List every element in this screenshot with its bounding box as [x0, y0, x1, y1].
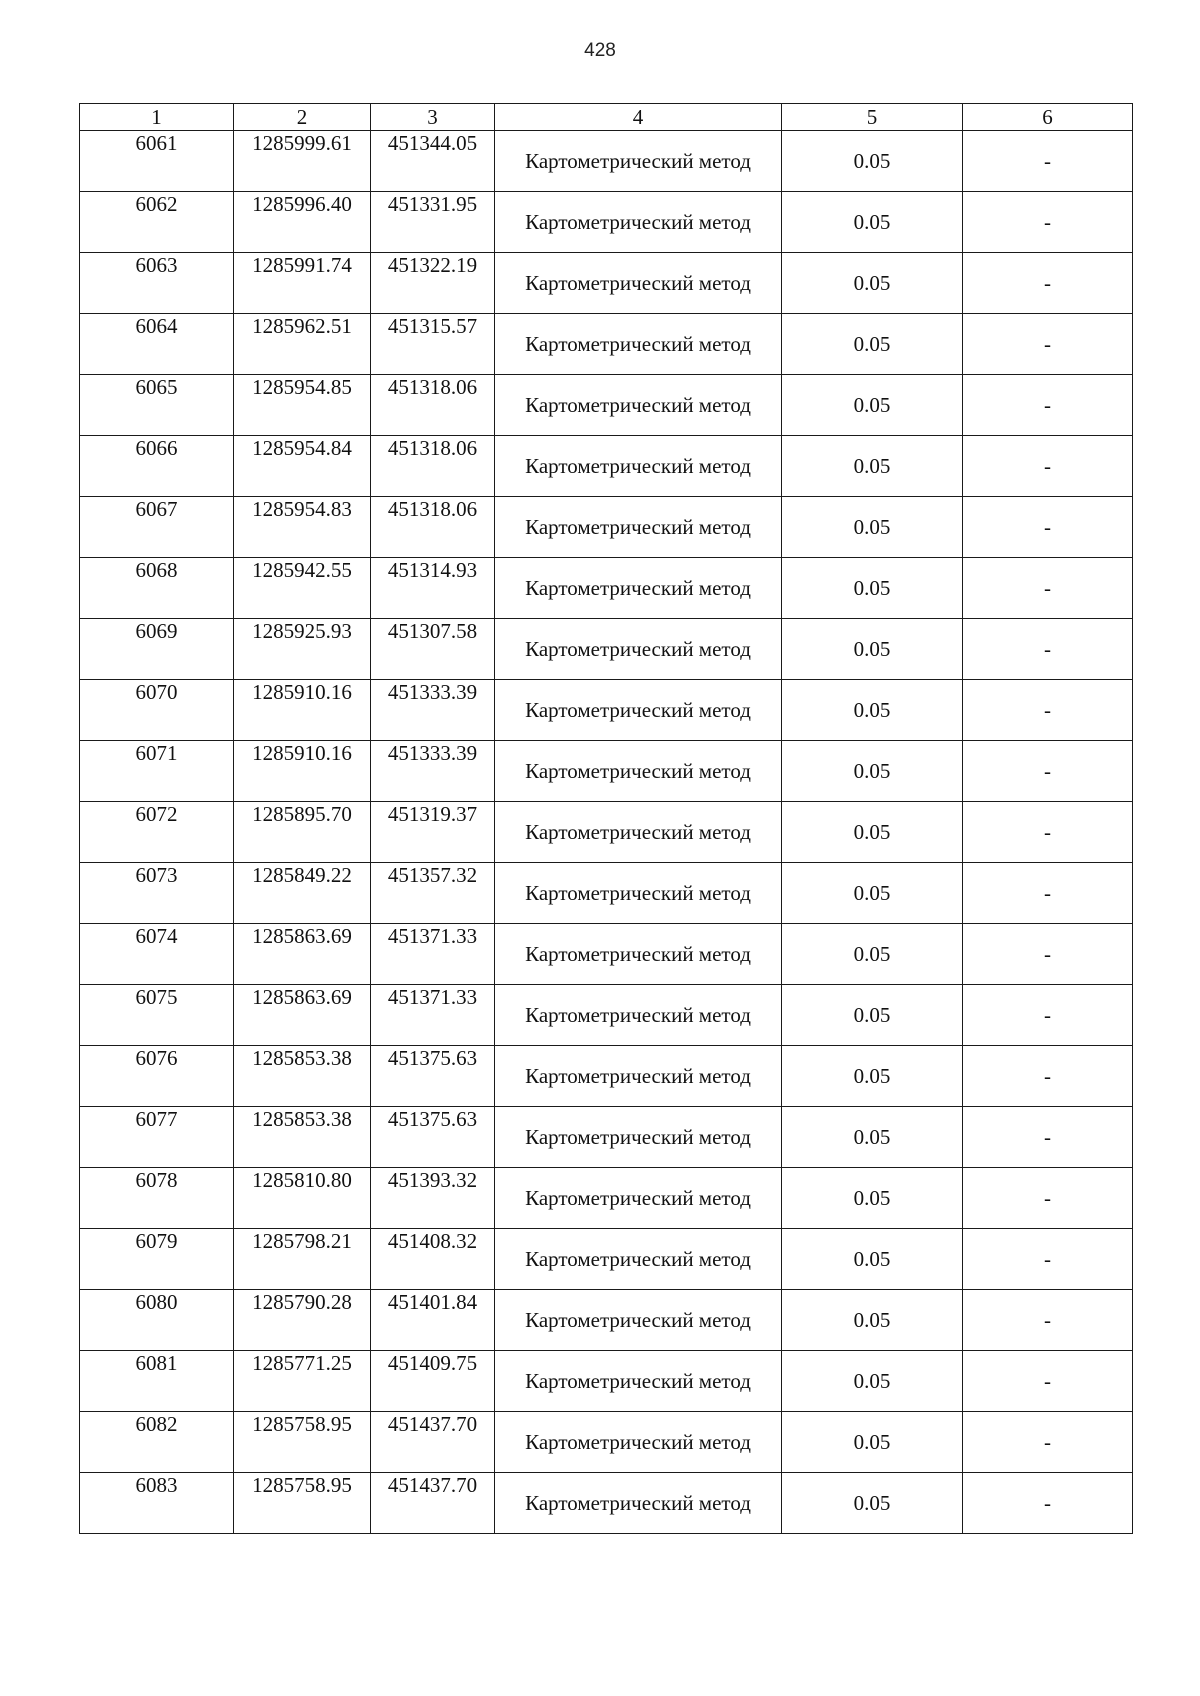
table-row: [80, 1168, 1133, 1229]
method-cell: Картометрический метод: [495, 558, 782, 619]
table-row: [80, 1107, 1133, 1168]
point-number-cell: 6074: [80, 924, 234, 985]
note-cell: -: [963, 314, 1133, 375]
page-number: 428: [584, 40, 616, 61]
accuracy-cell: 0.05: [782, 802, 963, 863]
point-number-cell: 6081: [80, 1351, 234, 1412]
x-coordinate-cell: 1285954.85: [234, 375, 371, 436]
y-coordinate-cell: 451318.06: [371, 497, 495, 558]
x-coordinate-cell: 1285954.84: [234, 436, 371, 497]
table-body: [80, 131, 1133, 1534]
point-number-cell: 6075: [80, 985, 234, 1046]
x-coordinate-cell: 1285999.61: [234, 131, 371, 192]
method-cell: Картометрический метод: [495, 863, 782, 924]
y-coordinate-cell: 451375.63: [371, 1107, 495, 1168]
column-header-2: 2: [234, 104, 371, 131]
point-number-cell: 6066: [80, 436, 234, 497]
y-coordinate-cell: 451408.32: [371, 1229, 495, 1290]
x-coordinate-cell: 1285910.16: [234, 680, 371, 741]
accuracy-cell: 0.05: [782, 558, 963, 619]
note-cell: -: [963, 1290, 1133, 1351]
x-coordinate-cell: 1285771.25: [234, 1351, 371, 1412]
point-number-cell: 6070: [80, 680, 234, 741]
method-cell: Картометрический метод: [495, 619, 782, 680]
accuracy-cell: 0.05: [782, 1046, 963, 1107]
table-row: [80, 497, 1133, 558]
y-coordinate-cell: 451393.32: [371, 1168, 495, 1229]
table-row: [80, 558, 1133, 619]
x-coordinate-cell: 1285991.74: [234, 253, 371, 314]
method-cell: Картометрический метод: [495, 802, 782, 863]
table-row: [80, 375, 1133, 436]
note-cell: -: [963, 1412, 1133, 1473]
x-coordinate-cell: 1285863.69: [234, 924, 371, 985]
y-coordinate-cell: 451318.06: [371, 436, 495, 497]
note-cell: -: [963, 558, 1133, 619]
accuracy-cell: 0.05: [782, 1351, 963, 1412]
header-row: [80, 104, 1133, 131]
x-coordinate-cell: 1285798.21: [234, 1229, 371, 1290]
table-row: [80, 131, 1133, 192]
x-coordinate-cell: 1285758.95: [234, 1412, 371, 1473]
note-cell: -: [963, 131, 1133, 192]
method-cell: Картометрический метод: [495, 741, 782, 802]
table-row: [80, 1229, 1133, 1290]
y-coordinate-cell: 451437.70: [371, 1412, 495, 1473]
table-row: [80, 985, 1133, 1046]
x-coordinate-cell: 1285910.16: [234, 741, 371, 802]
point-number-cell: 6072: [80, 802, 234, 863]
table-row: [80, 192, 1133, 253]
accuracy-cell: 0.05: [782, 1107, 963, 1168]
method-cell: Картометрический метод: [495, 1412, 782, 1473]
note-cell: -: [963, 680, 1133, 741]
table-row: [80, 1473, 1133, 1534]
x-coordinate-cell: 1285962.51: [234, 314, 371, 375]
accuracy-cell: 0.05: [782, 497, 963, 558]
table-row: [80, 680, 1133, 741]
y-coordinate-cell: 451319.37: [371, 802, 495, 863]
y-coordinate-cell: 451371.33: [371, 985, 495, 1046]
method-cell: Картометрический метод: [495, 1229, 782, 1290]
x-coordinate-cell: 1285849.22: [234, 863, 371, 924]
y-coordinate-cell: 451437.70: [371, 1473, 495, 1534]
table-row: [80, 924, 1133, 985]
point-number-cell: 6068: [80, 558, 234, 619]
note-cell: -: [963, 1473, 1133, 1534]
note-cell: -: [963, 436, 1133, 497]
method-cell: Картометрический метод: [495, 924, 782, 985]
column-header-1: 1: [80, 104, 234, 131]
point-number-cell: 6063: [80, 253, 234, 314]
note-cell: -: [963, 924, 1133, 985]
x-coordinate-cell: 1285863.69: [234, 985, 371, 1046]
y-coordinate-cell: 451375.63: [371, 1046, 495, 1107]
point-number-cell: 6062: [80, 192, 234, 253]
table-row: [80, 253, 1133, 314]
note-cell: -: [963, 1046, 1133, 1107]
note-cell: -: [963, 863, 1133, 924]
note-cell: -: [963, 741, 1133, 802]
table-row: [80, 1046, 1133, 1107]
x-coordinate-cell: 1285810.80: [234, 1168, 371, 1229]
x-coordinate-cell: 1285925.93: [234, 619, 371, 680]
note-cell: -: [963, 497, 1133, 558]
method-cell: Картометрический метод: [495, 1046, 782, 1107]
y-coordinate-cell: 451331.95: [371, 192, 495, 253]
point-number-cell: 6077: [80, 1107, 234, 1168]
note-cell: -: [963, 1351, 1133, 1412]
column-header-3: 3: [371, 104, 495, 131]
table-row: [80, 1351, 1133, 1412]
column-header-4: 4: [495, 104, 782, 131]
method-cell: Картометрический метод: [495, 1290, 782, 1351]
point-number-cell: 6078: [80, 1168, 234, 1229]
y-coordinate-cell: 451344.05: [371, 131, 495, 192]
method-cell: Картометрический метод: [495, 1351, 782, 1412]
y-coordinate-cell: 451315.57: [371, 314, 495, 375]
y-coordinate-cell: 451318.06: [371, 375, 495, 436]
column-header-6: 6: [963, 104, 1133, 131]
y-coordinate-cell: 451333.39: [371, 680, 495, 741]
x-coordinate-cell: 1285942.55: [234, 558, 371, 619]
method-cell: Картометрический метод: [495, 131, 782, 192]
table-row: [80, 1290, 1133, 1351]
accuracy-cell: 0.05: [782, 1412, 963, 1473]
accuracy-cell: 0.05: [782, 375, 963, 436]
table-row: [80, 314, 1133, 375]
x-coordinate-cell: 1285853.38: [234, 1046, 371, 1107]
y-coordinate-cell: 451333.39: [371, 741, 495, 802]
note-cell: -: [963, 1168, 1133, 1229]
accuracy-cell: 0.05: [782, 985, 963, 1046]
x-coordinate-cell: 1285758.95: [234, 1473, 371, 1534]
accuracy-cell: 0.05: [782, 253, 963, 314]
x-coordinate-cell: 1285853.38: [234, 1107, 371, 1168]
accuracy-cell: 0.05: [782, 314, 963, 375]
accuracy-cell: 0.05: [782, 863, 963, 924]
note-cell: -: [963, 1107, 1133, 1168]
y-coordinate-cell: 451314.93: [371, 558, 495, 619]
accuracy-cell: 0.05: [782, 924, 963, 985]
method-cell: Картометрический метод: [495, 192, 782, 253]
accuracy-cell: 0.05: [782, 436, 963, 497]
point-number-cell: 6076: [80, 1046, 234, 1107]
note-cell: -: [963, 985, 1133, 1046]
coordinates-table: [79, 103, 1133, 1534]
x-coordinate-cell: 1285996.40: [234, 192, 371, 253]
method-cell: Картометрический метод: [495, 1473, 782, 1534]
note-cell: -: [963, 253, 1133, 314]
table-row: [80, 741, 1133, 802]
point-number-cell: 6073: [80, 863, 234, 924]
table-row: [80, 619, 1133, 680]
method-cell: Картометрический метод: [495, 375, 782, 436]
point-number-cell: 6061: [80, 131, 234, 192]
note-cell: -: [963, 619, 1133, 680]
y-coordinate-cell: 451307.58: [371, 619, 495, 680]
accuracy-cell: 0.05: [782, 192, 963, 253]
x-coordinate-cell: 1285895.70: [234, 802, 371, 863]
point-number-cell: 6065: [80, 375, 234, 436]
table-row: [80, 1412, 1133, 1473]
point-number-cell: 6069: [80, 619, 234, 680]
y-coordinate-cell: 451371.33: [371, 924, 495, 985]
y-coordinate-cell: 451322.19: [371, 253, 495, 314]
method-cell: Картометрический метод: [495, 314, 782, 375]
method-cell: Картометрический метод: [495, 985, 782, 1046]
accuracy-cell: 0.05: [782, 680, 963, 741]
accuracy-cell: 0.05: [782, 1229, 963, 1290]
accuracy-cell: 0.05: [782, 741, 963, 802]
method-cell: Картометрический метод: [495, 497, 782, 558]
table-row: [80, 436, 1133, 497]
method-cell: Картометрический метод: [495, 680, 782, 741]
note-cell: -: [963, 1229, 1133, 1290]
method-cell: Картометрический метод: [495, 436, 782, 497]
accuracy-cell: 0.05: [782, 1168, 963, 1229]
x-coordinate-cell: 1285954.83: [234, 497, 371, 558]
accuracy-cell: 0.05: [782, 131, 963, 192]
method-cell: Картометрический метод: [495, 1168, 782, 1229]
note-cell: -: [963, 802, 1133, 863]
note-cell: -: [963, 375, 1133, 436]
table-row: [80, 863, 1133, 924]
y-coordinate-cell: 451409.75: [371, 1351, 495, 1412]
accuracy-cell: 0.05: [782, 1290, 963, 1351]
accuracy-cell: 0.05: [782, 1473, 963, 1534]
y-coordinate-cell: 451357.32: [371, 863, 495, 924]
point-number-cell: 6071: [80, 741, 234, 802]
x-coordinate-cell: 1285790.28: [234, 1290, 371, 1351]
point-number-cell: 6064: [80, 314, 234, 375]
column-header-5: 5: [782, 104, 963, 131]
y-coordinate-cell: 451401.84: [371, 1290, 495, 1351]
method-cell: Картометрический метод: [495, 253, 782, 314]
point-number-cell: 6067: [80, 497, 234, 558]
table-header: [80, 104, 1133, 131]
method-cell: Картометрический метод: [495, 1107, 782, 1168]
accuracy-cell: 0.05: [782, 619, 963, 680]
table-row: [80, 802, 1133, 863]
point-number-cell: 6082: [80, 1412, 234, 1473]
point-number-cell: 6080: [80, 1290, 234, 1351]
point-number-cell: 6083: [80, 1473, 234, 1534]
point-number-cell: 6079: [80, 1229, 234, 1290]
note-cell: -: [963, 192, 1133, 253]
